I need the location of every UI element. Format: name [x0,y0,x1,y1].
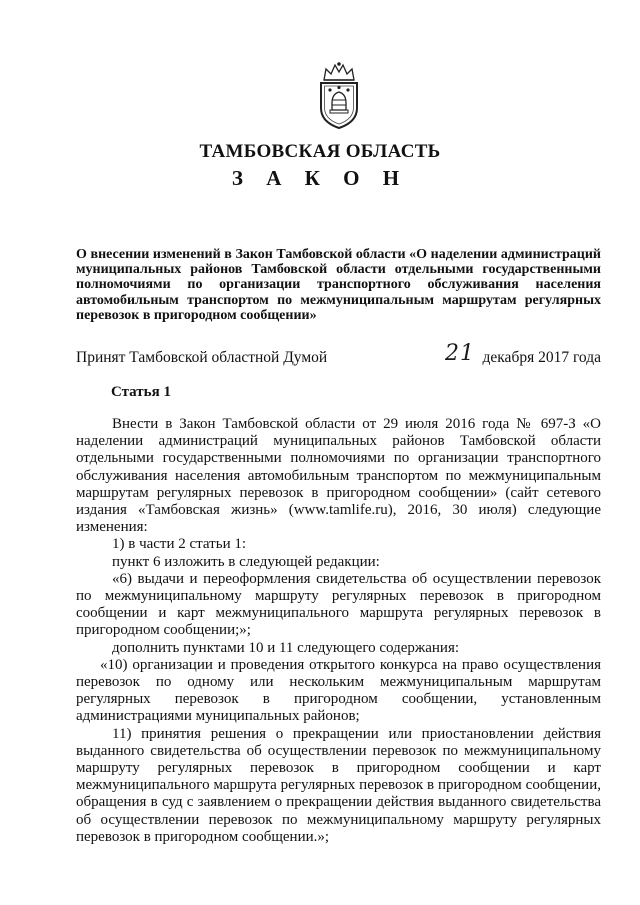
paragraph: дополнить пунктами 10 и 11 следующего содержания: [112,639,460,656]
document-type: З А К О Н [231,166,409,190]
region-name: ТАМБОВСКАЯ ОБЛАСТЬ [199,141,441,162]
coat-of-arms-icon [316,60,362,132]
adoption-date: декабря 2017 года [482,349,601,366]
adopted-by: Принят Тамбовской областной Думой [76,349,328,366]
paragraph: Внести в Закон Тамбовской области от 29 июля 2016 года № 697-З «О наделении администраций муниципальных районов Тамбовской области отдельными государственными полномочиями по организации транспортного обслуживания населения автомобильным транспортом по межмуниципальным маршрутам регулярных перевозок в пригородном сообщении» (сайт сетевого издания «Тамбовская жизнь» (www.tamlife.ru), 2016, 30 июля) следующие изменения: [76,416,601,536]
paragraph: 11) принятия решения о прекращении или приостановлении действия выданного свидетельства об осуществлении перевозок по межмуниципальному маршруту регулярных перевозок в пригородном сообщении и карт межмуниципального маршрута регулярных перевозок в пригородном сообщении, обращения в суд с заявлением о прекращении действия выданного свидетельства об осуществлении перевозок по межмуниципальному маршруту регулярных перевозок в пригородном сообщении.»; [76,725,601,845]
adoption-line [76,341,601,371]
article-heading: Статья 1 [111,384,171,400]
paragraph: «6) выдачи и переоформления свидетельства об осуществлении перевозок по межмуниципальному маршруту регулярных перевозок в пригородном сообщении и карт межмуниципального маршрута регулярных перевозок в пригородном сообщении;»; [76,570,601,639]
article-body [76,416,601,846]
paragraph: пункт 6 изложить в следующей редакции: [112,553,380,570]
law-title: О внесении изменений в Закон Тамбовской области «О наделении администраций муниципальных районов Тамбовской области отдельными государственными полномочиями по организации транспортного обслуживания населения автомобильным транспортом по межмуниципальным маршрутам регулярных перевозок в пригородном сообщении» [76,247,601,323]
paragraph: «10) организации и проведения открытого конкурса на право осуществления перевозок по одному или нескольким межмуниципальным маршрутам регулярных перевозок в пригородном сообщении, установленным администрациями муниципальных районов; [76,656,601,725]
paragraph: 1) в части 2 статьи 1: [112,536,247,553]
handwritten-day: 21 [445,341,475,366]
